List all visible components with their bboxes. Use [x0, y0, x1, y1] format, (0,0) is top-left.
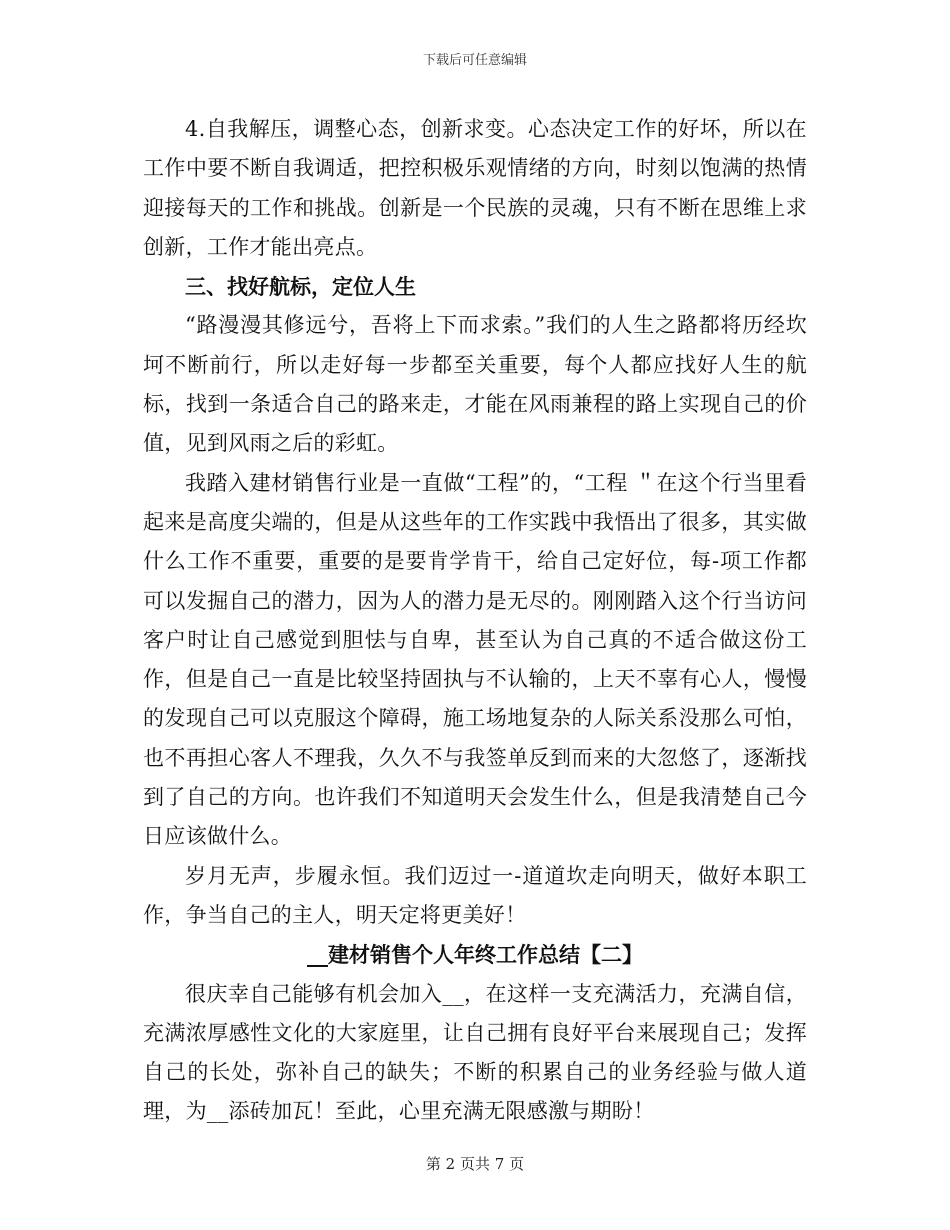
paragraph-5: 很庆幸自己能够有机会加入__，在这样一支充满活力，充满自信，充满浓厚感性文化的大家庭里，让自己拥有良好平台来展现自己；发挥自己的长处，弥补自己的缺失；不断的积累自己的业务经验与做人道理，为__添砖加瓦！至此，心里充满无限感激与期盼！ [143, 981, 807, 1124]
paragraph-4: 岁月无声，步履永恒。我们迈过一-道道坎走向明天，做好本职工作，争当自己的主人，明天定将更美好！ [143, 863, 807, 927]
page-header: 下载后可任意编辑 [422, 53, 527, 68]
section-heading-3: 三、找好航标，定位人生 [185, 274, 416, 300]
page-number: 第 2 页共 7 页 [425, 1155, 525, 1173]
paragraph-3: 我踏入建材销售行业是一直做“工程”的，“工程 ＂在这个行当里看起来是高度尖端的，但是从这些年的工作实践中我悟出了很多，其实做什么工作不重要，重要的是要肯学肯干，给自己定好位，每-项工作都可以发掘自己的潜力，因为人的潜力是无尽的。刚刚踏入这个行当访问客户时让自己感觉到胆怯与自卑，甚至认为自己真的不适合做这份工作，但是自己一直是比较坚持固执与不认输的，上天不辜有心人，慢慢的发现自己可以克服这个障碍，施工场地复杂的人际关系没那么可怕，也不再担心客人不理我，久久不与我签单反到而来的大忽悠了，逐渐找到了自己的方向。也许我们不知道明天会发生什么，但是我清楚自己今日应该做什么。 [143, 470, 807, 849]
document-body [143, 110, 807, 1132]
section-title: __建材销售个人年终工作总结【二】 [307, 942, 643, 968]
paragraph-2: “路漫漫其修远兮，吾将上下而求索。”我们的人生之路都将历经坎坷不断前行，所以走好每一步都至关重要，每个人都应找好人生的航标，找到一条适合自己的路来走，才能在风雨兼程的路上实现自己的价值，见到风雨之后的彩虹。 [143, 313, 807, 456]
paragraph-1: 4.自我解压，调整心态，创新求变。心态决定工作的好坏，所以在工作中要不断自我调适，把控积极乐观情绪的方向，时刻以饱满的热情迎接每天的工作和挑战。创新是一个民族的灵魂，只有不断在思维上求创新，工作才能出亮点。 [143, 117, 807, 259]
